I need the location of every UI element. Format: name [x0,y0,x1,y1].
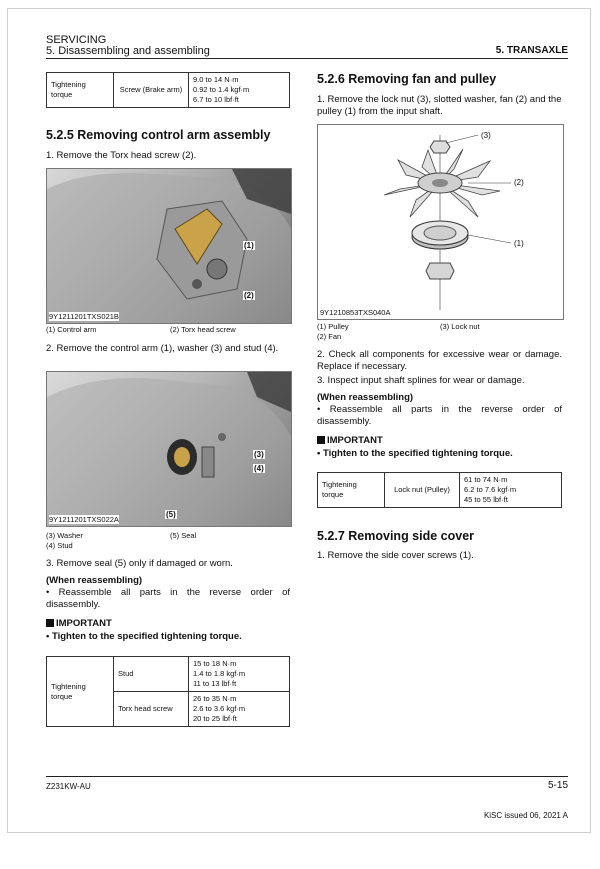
photo-id-2: 9Y1211201TXS022A [49,515,119,524]
torque-item-3: Lock nut (Pulley) [385,473,460,508]
reassembling-text-526: • Reassemble all parts in the reverse order of disassembly. [317,404,562,427]
legend-3-item-3: (3) Lock nut [440,322,480,331]
torque-table-lock-nut [317,472,562,508]
torque-item-torx: Torx head screw [114,692,189,727]
step-526-1: 1. Remove the lock nut (3), slotted washer, fan (2) and the pulley (1) from the input shaft. [317,94,562,117]
photo-id-3: 9Y1210853TXS040A [320,308,391,317]
legend-2-item-3: (5) Seal [170,531,197,540]
header-rule [46,58,568,59]
callout-1: (1) [244,241,254,250]
reassembling-title-526: (When reassembling) [317,392,414,403]
legend-1-item-2: (2) Torx head screw [170,325,236,334]
header-section: SERVICING [46,34,107,46]
footer-rule [46,776,568,777]
callout-fan-1: (1) [514,239,524,248]
legend-2-item-2: (4) Stud [46,541,73,550]
torque-label-2: Tightening torque [47,657,114,727]
important-text-526: • Tighten to the specified tightening torque. [317,448,513,459]
transaxle-housing-illustration-2 [47,372,291,526]
legend-1-item-1: (1) Control arm [46,325,97,334]
torque-table-brake-arm [46,72,290,108]
torque-item-stud: Stud [114,657,189,692]
torque-label: Tightening torque [47,73,114,108]
callout-5: (5) [166,510,176,519]
footer-issued: KiSC issued 06, 2021 A [483,811,568,820]
step-525-3: 3. Remove seal (5) only if damaged or worn. [46,558,233,569]
important-square-icon [46,619,54,627]
legend-3-item-2: (2) Fan [317,332,342,341]
step-527-1: 1. Remove the side cover screws (1). [317,550,474,561]
legend-3-item-1: (1) Pulley [317,322,349,331]
footer-page: 5-15 [547,780,568,791]
section-title-527: 5.2.7 Removing side cover [317,529,475,543]
legend-2-item-1: (3) Washer [46,531,83,540]
torque-label-3: Tightening torque [318,473,385,508]
important-526: IMPORTANT [317,435,383,447]
photo-id-1: 9Y1211201TXS021B [49,312,119,321]
callout-2: (2) [244,291,254,300]
torque-values-torx: 26 to 35 N·m 2.6 to 3.6 kgf·m 20 to 25 lbf·ft [189,692,290,727]
section-title-526: 5.2.6 Removing fan and pulley [317,72,497,86]
torque-values: 9.0 to 14 N·m 0.92 to 1.4 kgf·m 6.7 to 10 lbf·ft [189,73,290,108]
torque-table-stud-screw [46,656,290,727]
torque-values-3: 61 to 74 N·m 6.2 to 7.6 kgf·m 45 to 55 lbf·ft [460,473,562,508]
important-square-icon-2 [317,436,325,444]
step-525-1: 1. Remove the Torx head screw (2). [46,150,197,161]
callout-fan-2: (2) [514,178,524,187]
reassembling-title-525: (When reassembling) [46,575,143,586]
diagram-fan-pulley [317,124,564,320]
section-title-525: 5.2.5 Removing control arm assembly [46,128,271,142]
header-chapter: 5. TRANSAXLE [495,45,568,56]
step-525-2: 2. Remove the control arm (1), washer (3) and stud (4). [46,343,279,354]
callout-fan-3: (3) [481,131,491,140]
photo-washer-stud [46,371,292,527]
header-subsection: 5. Disassembling and assembling [46,45,210,57]
important-525: IMPORTANT [46,618,112,630]
torque-item: Screw (Brake arm) [114,73,189,108]
callout-4: (4) [254,464,264,473]
step-526-2: 2. Check all components for excessive wear or damage. Replace if necessary. [317,349,562,372]
important-text-525: • Tighten to the specified tightening torque. [46,631,242,642]
fan-pulley-illustration [318,125,563,319]
photo-control-arm [46,168,292,324]
torque-values-stud: 15 to 18 N·m 1.4 to 1.8 kgf·m 11 to 13 lbf·ft [189,657,290,692]
step-526-3: 3. Inspect input shaft splines for wear or damage. [317,375,525,386]
callout-3: (3) [254,450,264,459]
footer-model: Z231KW-AU [46,782,91,791]
reassembling-text-525: • Reassemble all parts in the reverse order of disassembly. [46,587,290,610]
